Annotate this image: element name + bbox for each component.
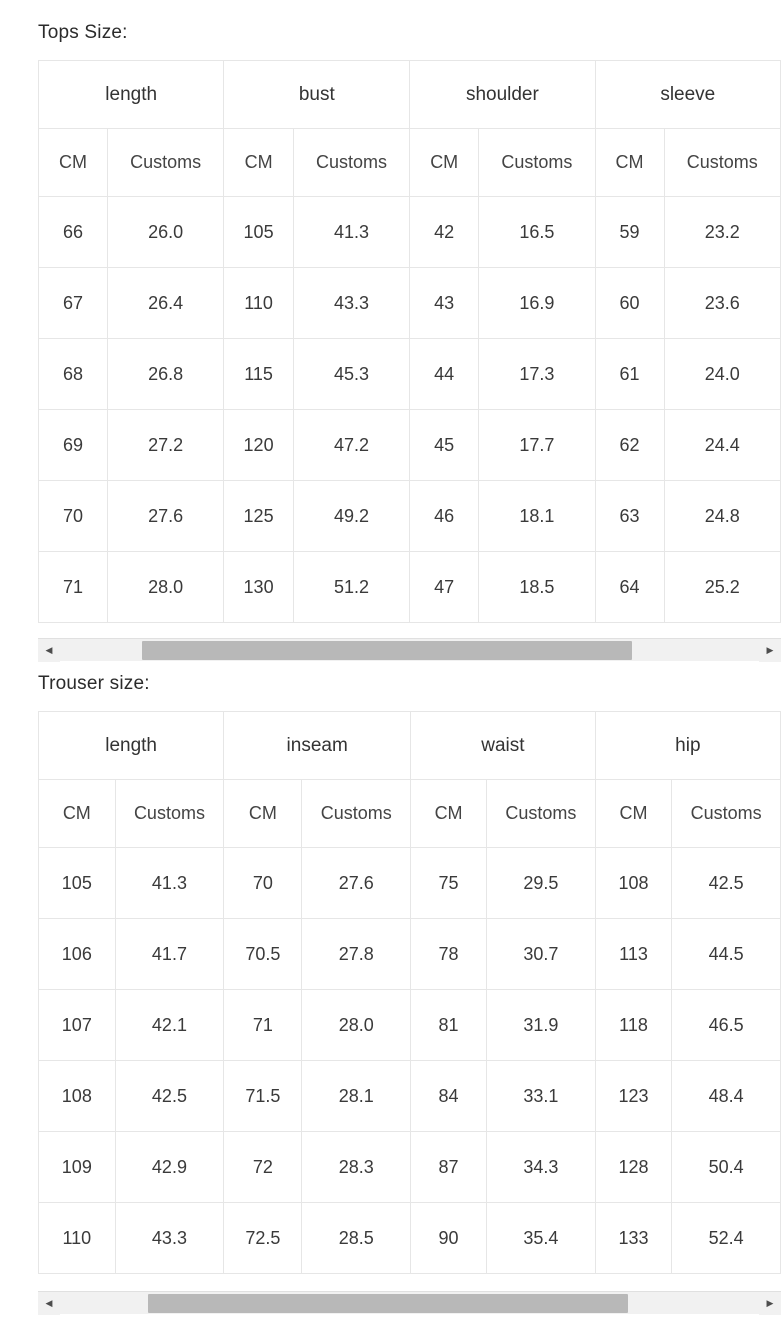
table-row bbox=[39, 339, 781, 410]
trousers-group-header-row bbox=[39, 712, 781, 780]
table-row bbox=[39, 552, 781, 623]
cell: 34.3 bbox=[487, 1132, 596, 1203]
tops-group-shoulder: shoulder bbox=[410, 61, 595, 129]
trousers-unit-header-row bbox=[39, 780, 781, 848]
tops-unit-sleeve-cm: CM bbox=[595, 129, 664, 197]
table-row bbox=[39, 197, 781, 268]
trouser-size-title: Trouser size: bbox=[38, 673, 150, 694]
tops-group-bust: bust bbox=[224, 61, 410, 129]
table-row bbox=[39, 1132, 781, 1203]
cell: 28.3 bbox=[302, 1132, 411, 1203]
cell: 105 bbox=[39, 848, 116, 919]
cell: 108 bbox=[39, 1061, 116, 1132]
cell: 35.4 bbox=[487, 1203, 596, 1274]
cell: 30.7 bbox=[487, 919, 596, 990]
cell: 24.8 bbox=[664, 481, 781, 552]
cell: 41.3 bbox=[293, 197, 409, 268]
tops-group-sleeve: sleeve bbox=[595, 61, 780, 129]
cell: 75 bbox=[411, 848, 487, 919]
cell: 108 bbox=[595, 848, 672, 919]
cell: 44 bbox=[410, 339, 479, 410]
cell: 33.1 bbox=[487, 1061, 596, 1132]
trousers-unit-length-customs: Customs bbox=[115, 780, 224, 848]
cell: 28.0 bbox=[302, 990, 411, 1061]
tops-unit-bust-cm: CM bbox=[224, 129, 293, 197]
trousers-unit-length-cm: CM bbox=[39, 780, 116, 848]
cell: 29.5 bbox=[487, 848, 596, 919]
cell: 45.3 bbox=[293, 339, 409, 410]
cell: 16.5 bbox=[479, 197, 595, 268]
trousers-group-waist: waist bbox=[411, 712, 596, 780]
tops-scrollbar-thumb[interactable] bbox=[142, 641, 632, 660]
trousers-table-viewport bbox=[0, 711, 781, 1291]
cell: 28.0 bbox=[107, 552, 223, 623]
cell: 46 bbox=[410, 481, 479, 552]
cell: 66 bbox=[39, 197, 108, 268]
cell: 43 bbox=[410, 268, 479, 339]
scroll-right-icon[interactable]: ▶ bbox=[759, 639, 781, 662]
cell: 71 bbox=[224, 990, 302, 1061]
tops-table-scroll bbox=[0, 60, 781, 623]
cell: 42.5 bbox=[672, 848, 781, 919]
cell: 70 bbox=[39, 481, 108, 552]
cell: 125 bbox=[224, 481, 293, 552]
tops-scrollbar-track[interactable] bbox=[60, 639, 759, 661]
cell: 64 bbox=[595, 552, 664, 623]
cell: 90 bbox=[411, 1203, 487, 1274]
table-row bbox=[39, 1203, 781, 1274]
cell: 17.3 bbox=[479, 339, 595, 410]
cell: 71 bbox=[39, 552, 108, 623]
cell: 42 bbox=[410, 197, 479, 268]
tops-unit-header-row bbox=[39, 129, 781, 197]
tops-horizontal-scrollbar[interactable] bbox=[38, 638, 781, 661]
tops-group-header-row bbox=[39, 61, 781, 129]
cell: 41.7 bbox=[115, 919, 224, 990]
cell: 72 bbox=[224, 1132, 302, 1203]
cell: 60 bbox=[595, 268, 664, 339]
table-row bbox=[39, 919, 781, 990]
trousers-table-scroll bbox=[0, 711, 781, 1274]
cell: 106 bbox=[39, 919, 116, 990]
trousers-unit-waist-cm: CM bbox=[411, 780, 487, 848]
trousers-scrollbar-track[interactable] bbox=[60, 1292, 759, 1314]
trousers-scrollbar-thumb[interactable] bbox=[148, 1294, 628, 1313]
trousers-group-inseam: inseam bbox=[224, 712, 411, 780]
cell: 25.2 bbox=[664, 552, 781, 623]
tops-unit-bust-customs: Customs bbox=[293, 129, 409, 197]
scroll-left-icon[interactable]: ◀ bbox=[38, 1292, 60, 1315]
cell: 61 bbox=[595, 339, 664, 410]
cell: 18.1 bbox=[479, 481, 595, 552]
trousers-size-table bbox=[38, 711, 781, 1274]
cell: 84 bbox=[411, 1061, 487, 1132]
cell: 24.0 bbox=[664, 339, 781, 410]
cell: 130 bbox=[224, 552, 293, 623]
cell: 110 bbox=[39, 1203, 116, 1274]
tops-unit-length-customs: Customs bbox=[107, 129, 223, 197]
cell: 70.5 bbox=[224, 919, 302, 990]
table-row bbox=[39, 1061, 781, 1132]
cell: 72.5 bbox=[224, 1203, 302, 1274]
cell: 128 bbox=[595, 1132, 672, 1203]
tops-unit-sleeve-customs: Customs bbox=[664, 129, 781, 197]
cell: 47 bbox=[410, 552, 479, 623]
cell: 44.5 bbox=[672, 919, 781, 990]
cell: 78 bbox=[411, 919, 487, 990]
cell: 17.7 bbox=[479, 410, 595, 481]
cell: 28.5 bbox=[302, 1203, 411, 1274]
cell: 70 bbox=[224, 848, 302, 919]
trousers-horizontal-scrollbar[interactable] bbox=[38, 1291, 781, 1314]
table-row bbox=[39, 268, 781, 339]
cell: 69 bbox=[39, 410, 108, 481]
cell: 68 bbox=[39, 339, 108, 410]
cell: 42.5 bbox=[115, 1061, 224, 1132]
trousers-unit-waist-customs: Customs bbox=[487, 780, 596, 848]
cell: 110 bbox=[224, 268, 293, 339]
cell: 81 bbox=[411, 990, 487, 1061]
cell: 41.3 bbox=[115, 848, 224, 919]
tops-unit-shoulder-customs: Customs bbox=[479, 129, 595, 197]
cell: 133 bbox=[595, 1203, 672, 1274]
cell: 120 bbox=[224, 410, 293, 481]
cell: 26.0 bbox=[107, 197, 223, 268]
cell: 26.4 bbox=[107, 268, 223, 339]
cell: 118 bbox=[595, 990, 672, 1061]
cell: 27.2 bbox=[107, 410, 223, 481]
table-row bbox=[39, 990, 781, 1061]
cell: 47.2 bbox=[293, 410, 409, 481]
cell: 26.8 bbox=[107, 339, 223, 410]
cell: 42.9 bbox=[115, 1132, 224, 1203]
cell: 46.5 bbox=[672, 990, 781, 1061]
cell: 42.1 bbox=[115, 990, 224, 1061]
table-row bbox=[39, 481, 781, 552]
table-row bbox=[39, 410, 781, 481]
cell: 43.3 bbox=[293, 268, 409, 339]
cell: 123 bbox=[595, 1061, 672, 1132]
cell: 45 bbox=[410, 410, 479, 481]
trousers-group-length: length bbox=[39, 712, 224, 780]
cell: 43.3 bbox=[115, 1203, 224, 1274]
cell: 23.2 bbox=[664, 197, 781, 268]
cell: 63 bbox=[595, 481, 664, 552]
cell: 28.1 bbox=[302, 1061, 411, 1132]
cell: 27.6 bbox=[302, 848, 411, 919]
trousers-unit-inseam-cm: CM bbox=[224, 780, 302, 848]
cell: 71.5 bbox=[224, 1061, 302, 1132]
tops-size-table bbox=[38, 60, 781, 623]
tops-unit-shoulder-cm: CM bbox=[410, 129, 479, 197]
cell: 62 bbox=[595, 410, 664, 481]
trousers-group-hip: hip bbox=[595, 712, 780, 780]
trousers-unit-inseam-customs: Customs bbox=[302, 780, 411, 848]
cell: 31.9 bbox=[487, 990, 596, 1061]
table-row bbox=[39, 848, 781, 919]
cell: 27.6 bbox=[107, 481, 223, 552]
cell: 67 bbox=[39, 268, 108, 339]
cell: 18.5 bbox=[479, 552, 595, 623]
tops-group-length: length bbox=[39, 61, 224, 129]
cell: 51.2 bbox=[293, 552, 409, 623]
cell: 105 bbox=[224, 197, 293, 268]
cell: 27.8 bbox=[302, 919, 411, 990]
cell: 115 bbox=[224, 339, 293, 410]
cell: 109 bbox=[39, 1132, 116, 1203]
cell: 107 bbox=[39, 990, 116, 1061]
cell: 87 bbox=[411, 1132, 487, 1203]
tops-unit-length-cm: CM bbox=[39, 129, 108, 197]
cell: 23.6 bbox=[664, 268, 781, 339]
cell: 24.4 bbox=[664, 410, 781, 481]
cell: 50.4 bbox=[672, 1132, 781, 1203]
cell: 48.4 bbox=[672, 1061, 781, 1132]
trousers-unit-hip-cm: CM bbox=[595, 780, 672, 848]
cell: 113 bbox=[595, 919, 672, 990]
cell: 49.2 bbox=[293, 481, 409, 552]
cell: 16.9 bbox=[479, 268, 595, 339]
scroll-left-icon[interactable]: ◀ bbox=[38, 639, 60, 662]
cell: 59 bbox=[595, 197, 664, 268]
scroll-right-icon[interactable]: ▶ bbox=[759, 1292, 781, 1315]
trousers-unit-hip-customs: Customs bbox=[672, 780, 781, 848]
tops-table-viewport bbox=[0, 60, 781, 638]
cell: 52.4 bbox=[672, 1203, 781, 1274]
tops-size-title: Tops Size: bbox=[38, 22, 128, 43]
